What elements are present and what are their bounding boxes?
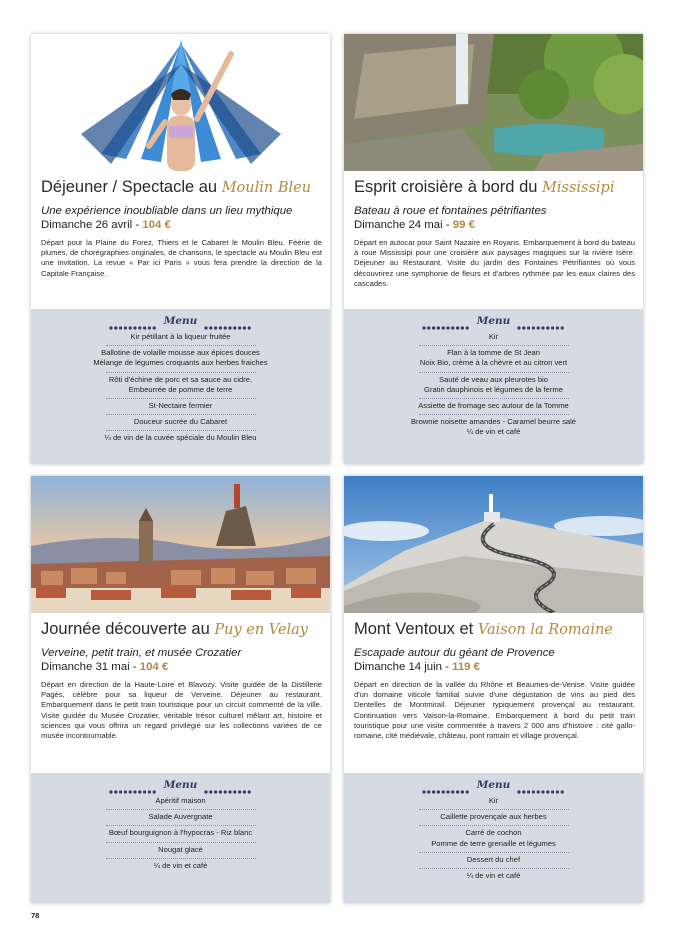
excursion-subtitle: Une expérience inoubliable dans un lieu mythique	[41, 205, 293, 217]
excursion-card-mont-ventoux	[344, 476, 643, 903]
excursion-card-puy-en-velay	[31, 476, 330, 903]
menu-item: Douceur sucrée du Cabaret	[133, 417, 228, 427]
menu-ornament	[516, 318, 566, 324]
excursion-description: Départ en direction de la Haute-Loire et Blavozy. Visite guidée de la Distillerie Pagès, célèbre pour sa liqueur de Verveine. Déjeuner au restaurant. Embarquement dans le petit train touristique pour un circuit commenté de la ville. Visite guidée du Musée Crozatier, véritable trésor culturel mêlant art, histoire et sciences qui vous offrira un regard privilégié sur les collections variées de ce musée incontournable.	[41, 680, 322, 741]
price-label: 99 €	[452, 219, 475, 231]
page-number: 78	[31, 911, 40, 920]
excursion-title: Déjeuner / Spectacle au Moulin Bleu	[41, 178, 312, 196]
price-label: 104 €	[142, 219, 171, 231]
excursion-subtitle: Bateau à roue et fontaines pétrifiantes	[354, 205, 547, 217]
excursion-date-price: Dimanche 26 avril - 104 €	[41, 219, 171, 231]
excursion-date-price: Dimanche 14 juin - 119 €	[354, 661, 481, 673]
menu-item: Sauté de veau aux pleurotes bio Gratin dauphinois et légumes de la ferme	[424, 374, 563, 394]
menu-panel	[344, 773, 643, 903]
excursion-title: Mont Ventoux et Vaison la Romaine	[354, 620, 613, 638]
menu-item: Salade Auvergnate	[148, 812, 213, 822]
menu-item: ¼ de vin de la cuvée spéciale du Moulin Bleu	[104, 433, 257, 443]
menu-item: Brownie noisette amandes - Caramel beurre salé ¼ de vin et café	[410, 417, 577, 437]
menu-item: Rôti d'échine de porc et sa sauce au cidre, Embeurrée de pomme de terre	[108, 374, 253, 394]
menu-ornament	[516, 782, 566, 788]
menu-ornament	[108, 782, 158, 788]
menu-ornament	[421, 318, 471, 324]
menu-item: Caillette provençale aux herbes	[440, 812, 547, 822]
menu-item: Dessert du chef	[466, 854, 521, 864]
menu-item: St-Nectaire fermier	[148, 401, 213, 411]
menu-item: Flan à la tomme de St Jean Noix Bio, crème à la chèvre et au citron vert	[419, 348, 568, 368]
menu-ornament	[203, 782, 253, 788]
menu-heading: Menu	[476, 315, 511, 327]
waterfall-garden-photo	[344, 34, 643, 171]
menu-ornament	[421, 782, 471, 788]
menu-item: ¼ de vin et café	[153, 860, 208, 870]
excursion-description: Départ en autocar pour Saint Nazaire en Royans. Embarquement à bord du bateau à roue Mississipi pour une croisière aux paysages magiques sur la rivière Isère. Déjeuner au Restaurant. Visite du jardin des Fontaines Pétrifiantes où vous découvrirez une symphonie de fleurs et d'arbres rythmée par les eaux claires des cascades.	[354, 238, 635, 288]
menu-item: Nougat glacé	[158, 844, 203, 854]
excursion-date-price: Dimanche 24 mai - 99 €	[354, 219, 475, 231]
menu-item: Kir	[488, 796, 499, 805]
menu-item: Assiette de fromage sec autour de la Tomme	[418, 401, 569, 411]
menu-item: Ballotine de volaille mousse aux épices douces Mélange de légumes croquants aux herbes fraiches	[93, 348, 268, 368]
menu-item: Kir	[488, 332, 499, 341]
menu-item: Carré de cochon Pomme de terre grenaille et légumes	[431, 828, 556, 848]
cabaret-dancer-photo	[31, 34, 330, 171]
excursion-subtitle: Verveine, petit train, et musée Crozatier	[41, 647, 242, 659]
price-label: 104 €	[139, 661, 169, 673]
excursion-card-mississipi	[344, 34, 643, 464]
menu-item: Apéritif maison	[155, 796, 206, 805]
menu-item: Bœuf bourguignon à l'hypocras - Riz blanc	[108, 828, 253, 838]
puy-en-velay-town-photo	[31, 476, 330, 613]
excursion-subtitle: Escapade autour du géant de Provence	[354, 647, 555, 659]
menu-item: ¼ de vin et café	[466, 871, 521, 881]
menu-ornament	[203, 318, 253, 324]
excursion-description: Départ en direction de la vallée du Rhône et Beaumes-de-Venise. Visite guidée d'un domaine viticole familial suivie d'une dégustation de vins au pied des Dentelles de Montmirail. Déjeuner typiquement provençal au restaurant. Continuation vers Vaison-la-Romaine. Embarquement à bord du petit train touristique pour une visite commentée à travers 2 000 ans d'histoire : cité gallo-romaine, cité médiévale, château, pont romain et village provençal.	[354, 680, 635, 741]
menu-panel	[31, 773, 330, 903]
price-label: 119 €	[452, 661, 481, 673]
menu-ornament	[108, 318, 158, 324]
menu-heading: Menu	[163, 315, 198, 327]
excursion-card-moulin-bleu	[31, 34, 330, 464]
mont-ventoux-road-photo	[344, 476, 643, 613]
excursion-title: Journée découverte au Puy en Velay	[41, 620, 308, 638]
menu-item: Kir pétillant à la liqueur fruitée	[130, 332, 231, 341]
excursion-description: Départ pour la Plaine du Forez, Thiers et le Cabaret le Moulin Bleu. Féérie de plumes, de chorégraphies originales, de chansons, le spectacle au Moulin Bleu est une invitation. La revue « Par ici Paris » vous fera prendre la direction de la Capitale Française.	[41, 238, 322, 278]
menu-heading: Menu	[163, 779, 198, 791]
menu-heading: Menu	[476, 779, 511, 791]
excursion-date-price: Dimanche 31 mai - 104 €	[41, 661, 169, 673]
menu-panel	[344, 309, 643, 464]
menu-panel	[31, 309, 330, 464]
excursion-title: Esprit croisière à bord du Mississipi	[354, 178, 615, 196]
